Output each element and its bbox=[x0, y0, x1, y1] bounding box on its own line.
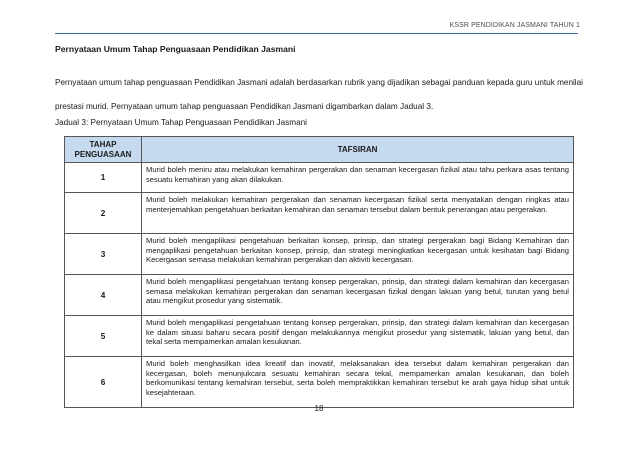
level-cell: 4 bbox=[65, 275, 142, 316]
table-row bbox=[65, 357, 574, 408]
header-interpretation: TAFSIRAN bbox=[142, 137, 574, 163]
table-row bbox=[65, 163, 574, 193]
interpretation-cell: Murid boleh meniru atau melakukan kemahiran pergerakan dan senaman kecergasan fizikal atau tahu perkara asas tentang sesuatu kemahiran yang akan dilakukan. bbox=[142, 163, 574, 193]
table-caption: Jadual 3: Pernyataan Umum Tahap Penguasaan Pendidikan Jasmani bbox=[55, 118, 308, 127]
level-cell: 1 bbox=[65, 163, 142, 193]
level-cell: 5 bbox=[65, 316, 142, 357]
mastery-level-table bbox=[64, 136, 574, 408]
table-row bbox=[65, 316, 574, 357]
interpretation-cell: Murid boleh mengaplikasi pengetahuan tentang konsep pergerakan, prinsip, dan strategi dalam kemahiran dan kecergasan semasa melakukan kemahiran pergerakan dan senaman kecergasan fizikal dengan lakuan yang betul, turutan yang betul atau mengikut prosedur yang sistematik. bbox=[142, 275, 574, 316]
level-cell: 3 bbox=[65, 234, 142, 275]
interpretation-cell: Murid boleh mengaplikasi pengetahuan tentang konsep pergerakan, prinsip, dan strategi dalam kemahiran dan kecergasan ke dalam situasi baharu secara positif dengan melakukannya mengikut prosedur yang sistematik, lakuan yang betul, dan tekal serta mempamerkan amalan kesukanan. bbox=[142, 316, 574, 357]
level-cell: 6 bbox=[65, 357, 142, 408]
table-header-row bbox=[65, 137, 574, 163]
intro-paragraph: Pernyataan umum tahap penguasaan Pendidikan Jasmani adalah berdasarkan rubrik yang dijadikan sebagai panduan kepada guru untuk menilai prestasi murid. Pernyataan umum tahap penguasaan Pendidikan Jasmani digambarkan dalam Jadual 3. bbox=[55, 78, 584, 111]
interpretation-cell: Murid boleh menghasilkan idea kreatif dan inovatif, melaksanakan idea tersebut dalam kemahiran pergerakan dan kecergasan, boleh menunjukcara sesuatu kemahiran secara tekal, mempamerkan amalan kesukanan, dan boleh berkomunikasi tentang kemahiran tersebut, serta boleh mempraktikkan kemahiran tersebut ke arah gaya hidup sihat untuk kesejahteraan. bbox=[142, 357, 574, 408]
section-heading: Pernyataan Umum Tahap Penguasaan Pendidikan Jasmani bbox=[55, 44, 296, 54]
interpretation-cell: Murid boleh mengaplikasi pengetahuan berkaitan konsep, prinsip, dan strategi pergerakan bagi Bidang Kemahiran dan mengaplikasi pengetahuan berkaitan konsep, prinsip, dan strategi meningkatkan kecergasan untuk kesihatan bagi Bidang Kecergasan semasa melakukan kemahiran pergerakan dan aktiviti kecergasan. bbox=[142, 234, 574, 275]
level-cell: 2 bbox=[65, 193, 142, 234]
table-row bbox=[65, 234, 574, 275]
header-level: TAHAP PENGUASAAN bbox=[65, 137, 142, 163]
table-row bbox=[65, 193, 574, 234]
interpretation-cell: Murid boleh melakukan kemahiran pergerakan dan senaman kecergasan fizikal serta menyatakan dengan ringkas atau menterjemahkan pengetahuan berkaitan kemahiran dan senaman tersebut dalam bentuk penerangan atau pergerakan. bbox=[142, 193, 574, 234]
header-rule bbox=[55, 33, 578, 34]
table-row bbox=[65, 275, 574, 316]
running-header: KSSR PENDIDIKAN JASMANI TAHUN 1 bbox=[449, 22, 580, 29]
page-number: 18 bbox=[314, 404, 324, 413]
